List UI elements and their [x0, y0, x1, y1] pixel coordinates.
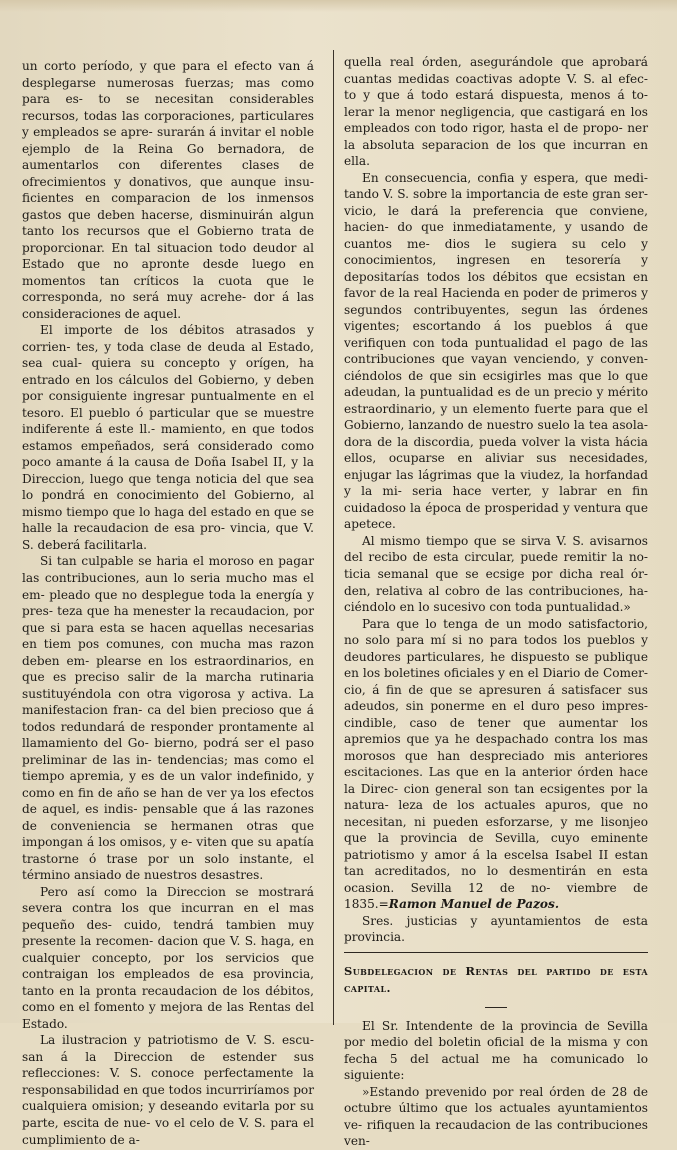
section-rule-bottom	[485, 1007, 507, 1008]
left-column	[22, 58, 314, 1148]
right-column	[344, 54, 648, 1150]
top-bleed-through	[0, 0, 677, 12]
right-paragraph-4	[344, 616, 648, 913]
left-paragraph-4: Pero así como la Direccion se mostrará severa contra los que incurran en el mas pequeño des- cuido, tendrá tambien muy presente la recomen- dacion que V. S. haga, en cualquier concepto, por los servicios que contraigan los empleados de esa provincia, tanto en la pronta recaudacion de los débitos, como en el fomento y mejora de las Rentas del Estado.	[22, 884, 314, 1031]
right-paragraph-3: Al mismo tiempo que se sirva V. S. avisarnos del recibo de esta circular, puede remitir la no- ticia semanal que se ecsige por dicha real ór- den, relativa al cobro de las contribuciones, ha- ciéndolo en lo sucesivo con toda puntualidad.»	[344, 533, 648, 615]
section-paragraph-2: »Estando prevenido por real órden de 28 de octubre último que los actuales ayuntamientos ve- rifiquen la recaudacion de las contribuciones ven-	[344, 1084, 648, 1149]
left-paragraph-2: El importe de los débitos atrasados y corrien- tes, y toda clase de deuda al Estado, sea cual- quiera su concepto y orígen, ha entrado en los cálculos del Gobierno, y deben por consiguiente ingresar puntualmente en el tesoro. El pueblo ó particular que se muestre indiferente á este ll.- mamiento, en que todos estamos empeñados, será considerado como poco amante á la causa de Doña Isabel II, y la Direccion, luego que tenga noticia del que sea lo pondrá en conocimiento del Gobierno, al mismo tiempo que lo haga del estado en que se halle la recaudacion de esa pro- vincia, que V. S. deberá facilitarla.	[22, 323, 314, 552]
left-paragraph-1: un corto período, y que para el efecto van á desplegarse numerosas fuerzas; mas como para es- to se necesitan considerables recursos, todas las corporaciones, particulares y empleados se apre- surarán á invitar el noble ejemplo de la Reina Go bernadora, de aumentarlos con diferentes clases de ofrecimientos y donativos, que aunque insu- ficientes en comparacion de los inmensos gastos que deben hacerse, disminuirán algun tanto los recursos que el Gobierno trata de proporcionar. En tal situacion todo deudor al Estado que no apronte desde luego en momentos tan críticos la cuota que le corresponda, no será muy acrehe- dor á las consideraciones de aquel.	[22, 59, 314, 321]
column-divider	[333, 50, 334, 1025]
section-paragraph-1: El Sr. Intendente de la provincia de Sevilla por medio del boletin oficial de la misma y con fecha 5 del actual me ha comunicado lo siguiente:	[344, 1018, 648, 1083]
right-paragraph-1: quella real órden, asegurándole que aprobará cuantas medidas coactivas adopte V. S. al efec- to y que á todo estará dispuesta, menos á to- lerar la menor negligencia, que castigará en los empleados con todo rigor, hasta el de propo- ner la absoluta separacion de los que incurran en ella.	[344, 55, 648, 169]
addressee-line: Sres. justicias y ayuntamientos de esta provincia.	[344, 913, 648, 945]
right-paragraph-4-text: Para que lo tenga de un modo satisfactorio, no solo para mí si no para todos los pueblos y deudores particulares, he dispuesto se publique en los boletines oficiales y en el Diario de Comer- cio, á fin de que se apresuren á satisfacer sus adeudos, sin ponerme en el duro peso impres- cindible, caso de tener que aumentar los apremios que ya he despachado contra los mas morosos que han despreciado mis anteriores escitaciones. Las que en la anterior órden hace la Direc- cion general son tan ecsigentes por la natura- leza de los actuales apuros, que no necesitan, ni pueden esforzarse, y me lisonjeo que la provincia de Sevilla, cuyo eminente patriotismo y amor á la escelsa Isabel II estan tan acreditados, no lo desmentirán en esta ocasion. Sevilla 12 de no- viembre de 1835.=	[344, 616, 648, 912]
signature: Ramon Manuel de Pazos.	[388, 897, 560, 912]
section-heading: Subdelegacion de Rentas del partido de esta capital.	[344, 963, 648, 995]
right-paragraph-2: En consecuencia, confia y espera, que medi- tando V. S. sobre la importancia de este gran ser- vicio, le dará la preferencia que conviene, hacien- do que inmediatamente, y usando de cuantos me- dios le sugiera su celo y conocimientos, ingresen en tesorería y depositarías todos los débitos que ecsistan en favor de la real Hacienda en poder de primeros y segundos contribuyentes, segun las órdenes vigentes; escortando á los pueblos á que verifiquen con toda puntualidad el pago de las contribuciones que vayan venciendo, y conven- ciéndolos de que sin ecsigirles mas que lo que adeudan, la puntualidad es de un precio y mérito estraordinario, y un elemento fuerte para que el Gobierno, lanzando de nuestro suelo la tea asola- dora de la discordia, pueda volver la vista hácia ellos, ocuparse en aliviar sus necesidades, enjugar las lágrimas que la viudez, la horfandad y la mi- seria hace verter, y labrar en fin cuidadoso la época de prosperidad y ventura que apetece.	[344, 170, 648, 532]
left-paragraph-3: Si tan culpable se haria el moroso en pagar las contribuciones, aun lo seria mucho mas el em- pleado que no desplegue toda la energía y pres- teza que ha menester la recaudacion, por que si para esta se hacen aquellas necesarias en tiem pos comunes, con mucha mas razon deben em- plearse en los estraordinarios, en que es preciso salir de la marcha rutinaria sustituyéndola con otra vigorosa y activa. La manifestacion fran- ca del bien precioso que á todos redundará de responder prontamente al llamamiento del Go- bierno, podrá ser el paso preliminar de las in- tendencias; mas como el tiempo apremia, y es de un valor indefinido, y como en fin de año se han de ver ya los efectos de aquel, es indis- pensable que á las razones de conveniencia se hermanen otras que impongan á los omisos, y e- viten que su apatía trastorne ó trase por un solo instante, el término ansiado de nuestros desastres.	[22, 554, 314, 883]
section-rule-top	[344, 952, 648, 953]
left-paragraph-5: La ilustracion y patriotismo de V. S. escu- san á la Direccion de estender sus reflecciones: V. S. conoce perfectamente la responsabilidad en que todos incurriríamos por cualquiera omision; y deseando evitarla por su parte, escita de nue- vo el celo de V. S. para el cumplimiento de a-	[22, 1033, 314, 1147]
